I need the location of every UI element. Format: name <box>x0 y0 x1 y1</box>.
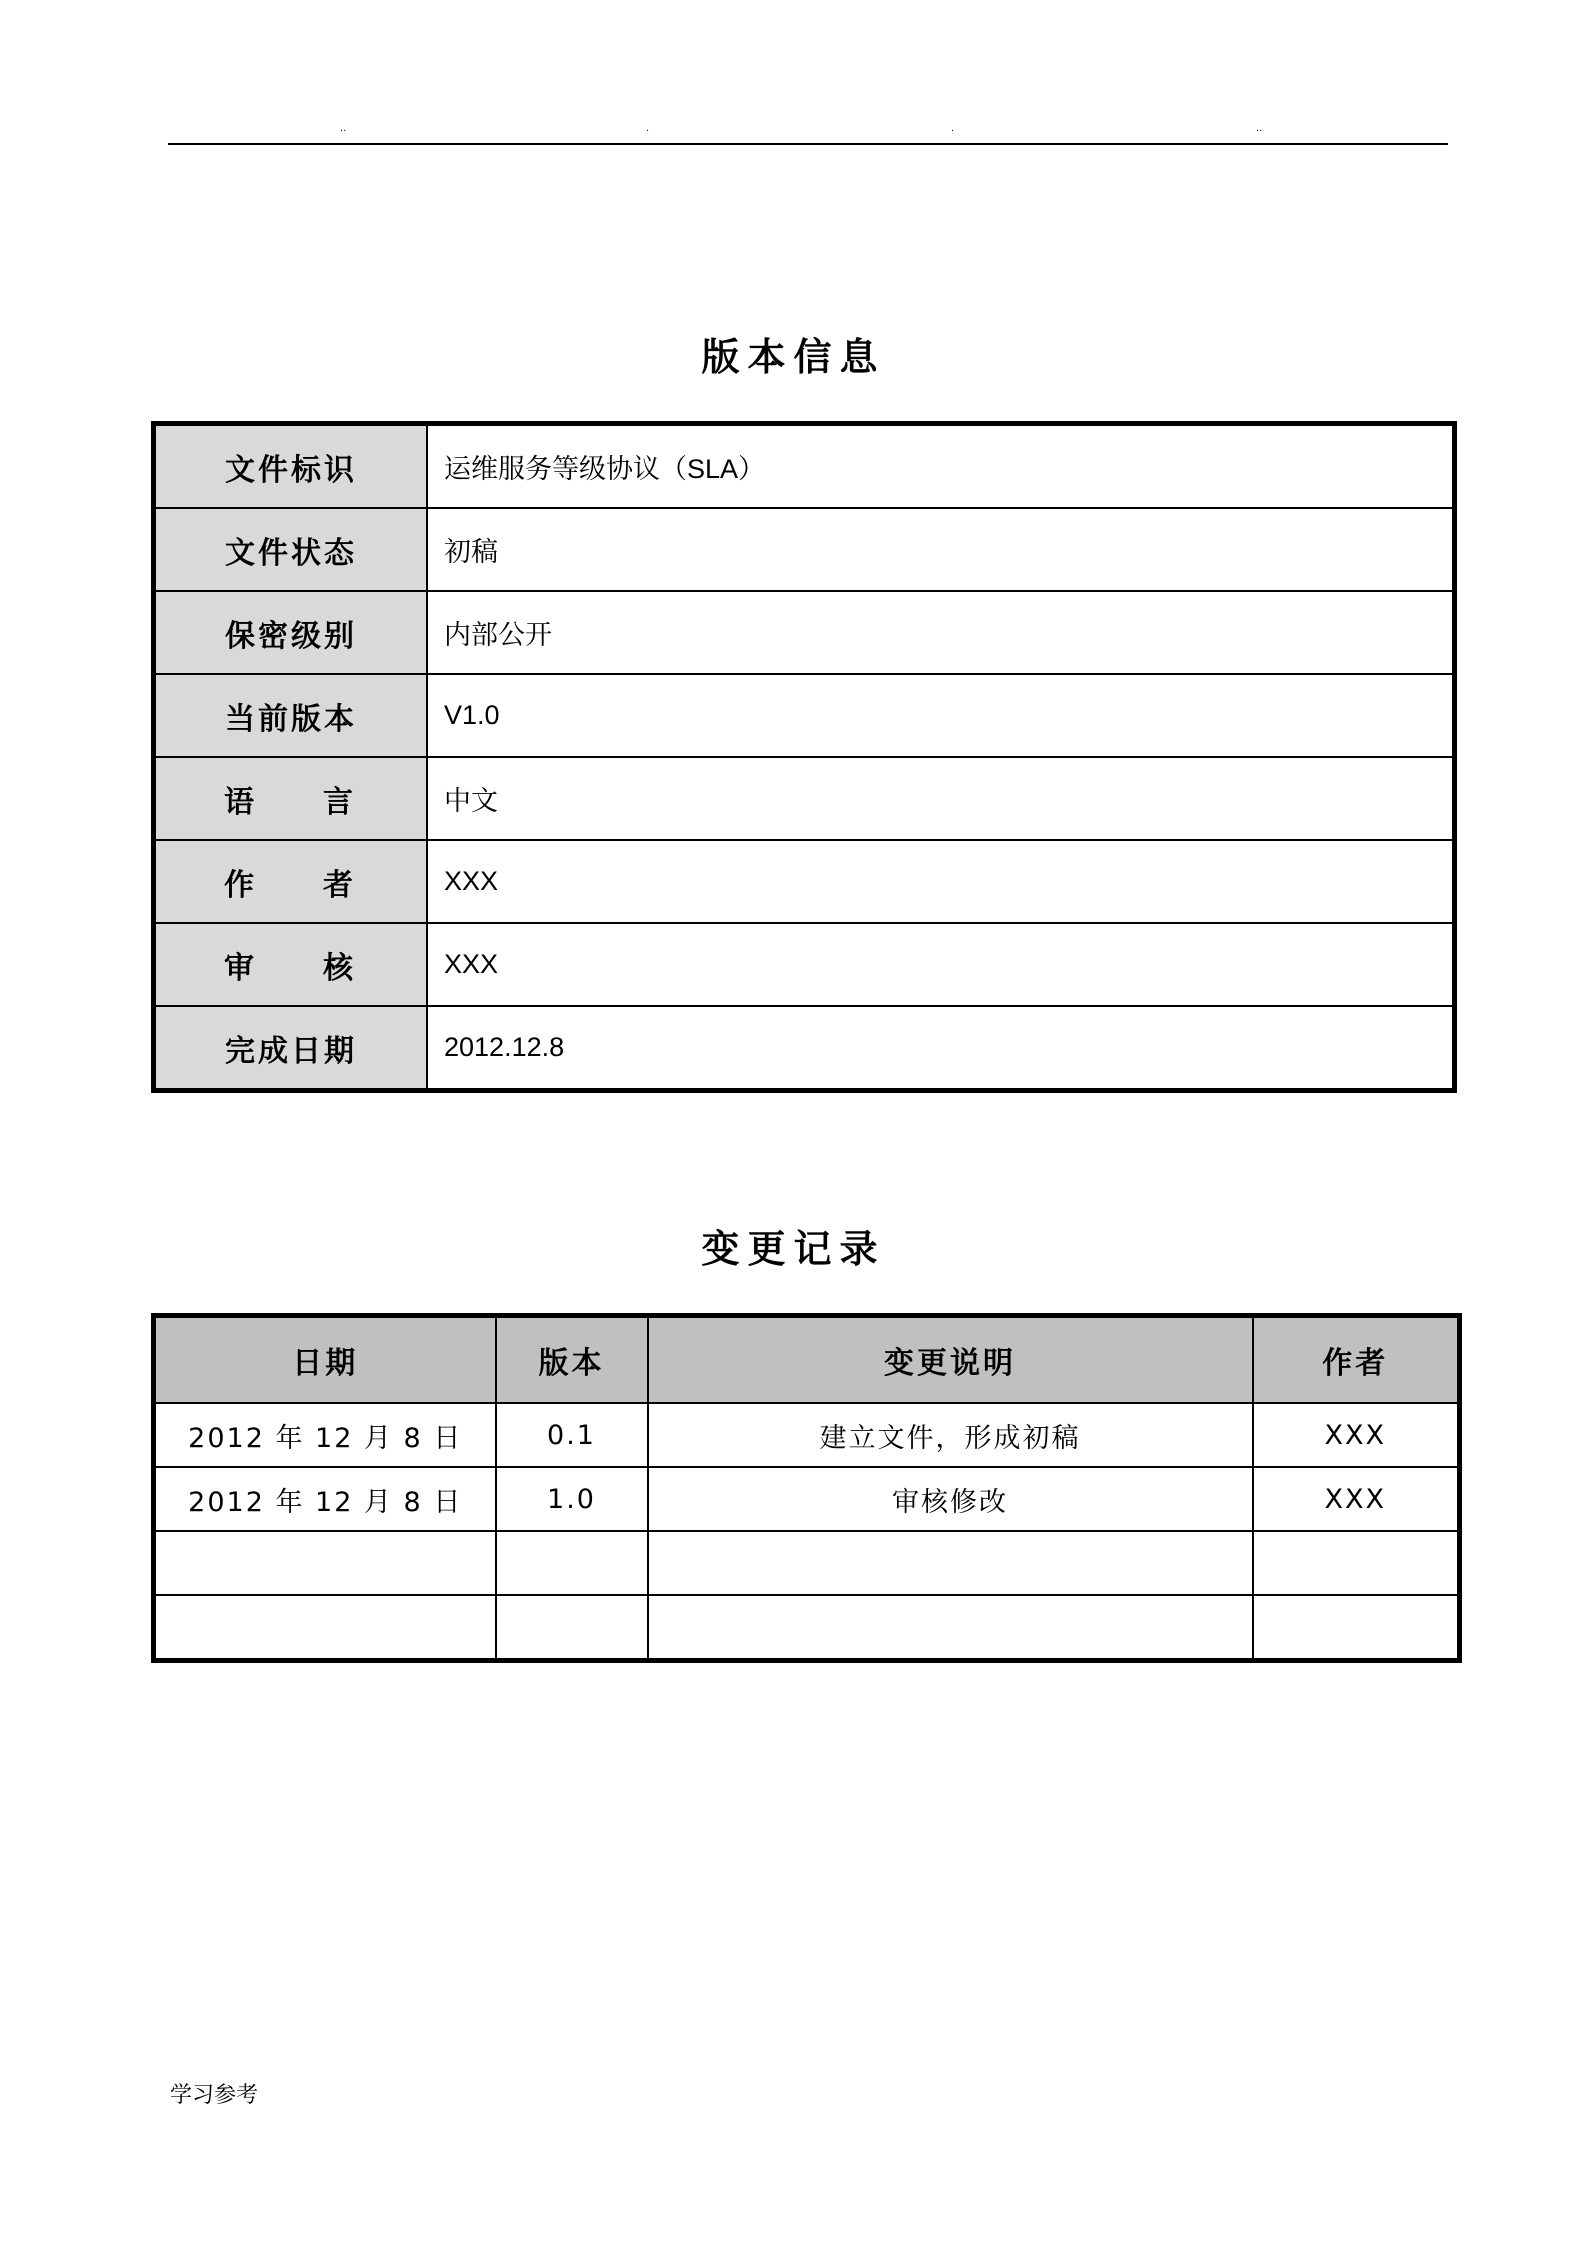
column-header-date: 日期 <box>154 1316 496 1404</box>
table-row <box>154 840 1455 923</box>
table-row <box>154 1467 1460 1531</box>
field-value: XXX <box>427 840 1455 923</box>
cell-author: XXX <box>1253 1467 1460 1531</box>
cell-version: 1.0 <box>496 1467 648 1531</box>
table-row <box>154 674 1455 757</box>
cell-author <box>1253 1595 1460 1661</box>
table-row <box>154 1531 1460 1595</box>
table-row <box>154 591 1455 674</box>
field-label-char: 言 <box>323 784 356 820</box>
field-label-char: 者 <box>323 867 356 903</box>
header-mark: . <box>951 123 955 134</box>
field-label <box>154 923 428 1006</box>
cell-description: 审核修改 <box>648 1467 1253 1531</box>
table-row <box>154 1006 1455 1091</box>
cell-description <box>648 1531 1253 1595</box>
field-label: 文件状态 <box>154 508 428 591</box>
table-row <box>154 424 1455 509</box>
table-row <box>154 508 1455 591</box>
cell-date: 2012 年 12 月 8 日 <box>154 1403 496 1467</box>
page-footer: 学习参考 <box>170 2083 259 2108</box>
cell-author: XXX <box>1253 1403 1460 1467</box>
field-value: XXX <box>427 923 1455 1006</box>
field-label: 完成日期 <box>154 1006 428 1091</box>
field-value: 运维服务等级协议（SLA） <box>427 424 1455 509</box>
column-header-version: 版本 <box>496 1316 648 1404</box>
header-mark: .. <box>1256 123 1263 134</box>
header-mark: . <box>646 123 650 134</box>
header-mark: .. <box>340 123 347 134</box>
cell-description: 建立文件，形成初稿 <box>648 1403 1253 1467</box>
cell-version <box>496 1595 648 1661</box>
field-label-char: 审 <box>224 950 257 986</box>
cell-author <box>1253 1531 1460 1595</box>
field-label-char: 核 <box>323 950 356 986</box>
field-value: 中文 <box>427 757 1455 840</box>
table-header-row <box>154 1316 1460 1404</box>
table-row <box>154 1403 1460 1467</box>
field-label: 保密级别 <box>154 591 428 674</box>
field-value: 内部公开 <box>427 591 1455 674</box>
column-header-description: 变更说明 <box>648 1316 1253 1404</box>
table-row <box>154 923 1455 1006</box>
cell-description <box>648 1595 1253 1661</box>
field-label <box>154 757 428 840</box>
field-label-char: 作 <box>224 867 257 903</box>
change-log-title: 变更记录 <box>701 1226 886 1271</box>
version-info-table <box>151 421 1457 1093</box>
version-info-title: 版本信息 <box>701 334 886 379</box>
field-label: 文件标识 <box>154 424 428 509</box>
field-label <box>154 840 428 923</box>
cell-date: 2012 年 12 月 8 日 <box>154 1467 496 1531</box>
header-divider <box>168 143 1448 145</box>
change-log-table <box>151 1313 1462 1663</box>
field-label-char: 语 <box>224 784 257 820</box>
field-value: 2012.12.8 <box>427 1006 1455 1091</box>
field-label: 当前版本 <box>154 674 428 757</box>
cell-date <box>154 1531 496 1595</box>
table-row <box>154 757 1455 840</box>
table-row <box>154 1595 1460 1661</box>
field-value: 初稿 <box>427 508 1455 591</box>
cell-version: 0.1 <box>496 1403 648 1467</box>
cell-date <box>154 1595 496 1661</box>
column-header-author: 作者 <box>1253 1316 1460 1404</box>
cell-version <box>496 1531 648 1595</box>
field-value: V1.0 <box>427 674 1455 757</box>
